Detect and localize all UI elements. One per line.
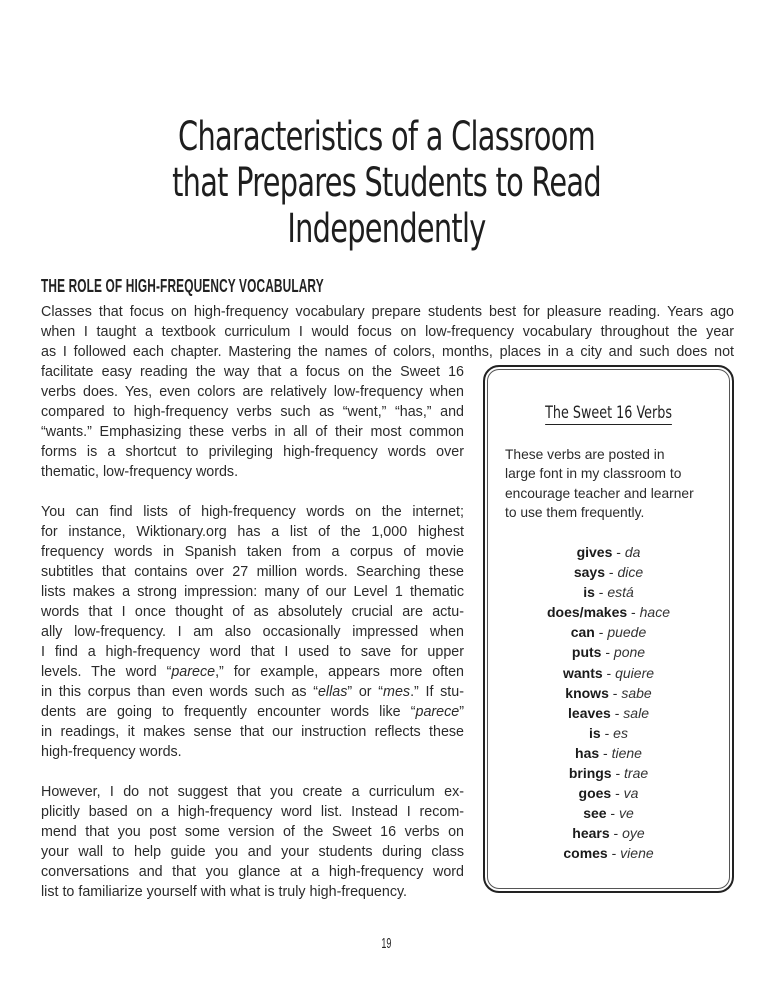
- text-line: for instance, Wiktionary.org has a list of the 1,000 highest: [41, 524, 464, 540]
- verb-item: [485, 622, 732, 642]
- text-line: I find a high-frequency word that I used to save for upper: [41, 644, 464, 660]
- italic-word: parece: [415, 704, 460, 720]
- verb-item: [485, 763, 732, 783]
- verb-english: does/makes: [547, 604, 628, 621]
- text-line: [41, 682, 464, 702]
- text-segment: in this corpus than even words such as “: [41, 684, 318, 700]
- verb-english: hears: [572, 825, 610, 842]
- text-line: compared to high-frequency verbs such as “went,” “has,” and: [41, 404, 464, 420]
- verb-separator: -: [601, 644, 614, 661]
- italic-word: ellas: [317, 684, 348, 700]
- verb-separator: -: [607, 845, 621, 862]
- text-segment: ,” for example, appears more often: [215, 664, 464, 680]
- intro-line: These verbs are posted in: [505, 447, 665, 462]
- box-title-text: The Sweet 16 Verbs: [545, 403, 672, 423]
- text-line: ally low-frequency. I am also occasionally impressed when: [41, 624, 464, 640]
- intro-line: encourage teacher and learner: [505, 485, 694, 501]
- text-line: plicitly based on a high-frequency word list. Instead I recom-: [41, 804, 464, 820]
- verb-english: is: [583, 584, 595, 601]
- text-segment: ”: [459, 704, 464, 720]
- text-line: frequency words in Spanish taken from a corpus of movie: [41, 544, 464, 560]
- title-text: Characteristics of a Classroom: [178, 114, 595, 160]
- text-line: However, I do not suggest that you create a curriculum ex-: [41, 784, 464, 800]
- verb-spanish: oye: [622, 825, 645, 842]
- verb-item: [485, 562, 732, 582]
- verb-item: [485, 683, 732, 703]
- verb-spanish: tiene: [611, 744, 642, 761]
- verb-english: is: [589, 724, 601, 741]
- verb-item: [485, 823, 732, 843]
- verb-list: [485, 542, 732, 864]
- text-line: words that I once thought of as absolutely crucial are actu-: [41, 604, 464, 620]
- verb-spanish: sale: [623, 704, 649, 721]
- verb-item: [485, 663, 732, 683]
- verb-spanish: viene: [620, 845, 654, 862]
- text-line: verbs does. Yes, even colors are relatively low-frequency when: [41, 384, 464, 400]
- text-line: in readings, it makes sense that our instruction reflects these: [41, 724, 464, 740]
- verb-spanish: pone: [613, 644, 646, 661]
- text-segment: dents are going to frequently encounter words like “: [41, 704, 416, 720]
- section-heading: THE ROLE OF HIGH-FREQUENCY VOCABULARY: [41, 276, 324, 296]
- verb-spanish: es: [613, 724, 628, 741]
- intro-line: large font in my classroom to: [505, 466, 682, 482]
- title-text: that Prepares Students to Read Independently: [172, 160, 601, 252]
- verb-spanish: dice: [617, 564, 644, 581]
- verb-english: leaves: [568, 704, 611, 721]
- page-number-text: 19: [381, 935, 392, 952]
- verb-english: gives: [576, 544, 613, 560]
- verb-item: [485, 843, 732, 863]
- verb-english: knows: [565, 684, 609, 701]
- verb-spanish: sabe: [621, 684, 652, 701]
- text-line: as I followed each chapter. Mastering the names of colors, months, places in a city and such does not: [41, 344, 734, 360]
- verb-spanish: da: [624, 544, 641, 560]
- paragraph-2: [41, 502, 464, 762]
- verb-spanish: quiere: [615, 664, 655, 681]
- text-line: “wants.” Emphasizing these verbs in all of their most common: [41, 424, 464, 440]
- verb-english: says: [573, 564, 605, 581]
- verb-separator: -: [605, 564, 618, 581]
- verb-spanish: va: [623, 785, 639, 802]
- text-line: facilitate easy reading the way that a focus on the Sweet 16: [41, 364, 464, 380]
- italic-word: parece: [171, 664, 216, 680]
- verb-separator: -: [602, 664, 616, 681]
- box-title: [485, 403, 732, 425]
- verb-english: has: [575, 744, 600, 761]
- text-line: thematic, low-frequency words.: [41, 464, 239, 480]
- verb-separator: -: [599, 744, 612, 761]
- verb-spanish: hace: [639, 604, 670, 621]
- verb-separator: -: [612, 544, 625, 560]
- verb-english: puts: [571, 644, 602, 661]
- verb-item: [485, 783, 732, 803]
- verb-spanish: está: [607, 584, 634, 601]
- text-line: high-frequency words.: [41, 744, 182, 760]
- verb-item: [485, 582, 732, 602]
- verb-english: can: [570, 624, 595, 641]
- text-segment: ” or “: [347, 684, 384, 700]
- verb-separator: -: [606, 805, 619, 822]
- italic-word: mes: [383, 684, 411, 700]
- text-segment: .” If stu-: [410, 684, 464, 700]
- verb-item: [485, 803, 732, 823]
- verb-spanish: puede: [607, 624, 647, 641]
- text-line: subtitles that contains over 27 million words. Searching these: [41, 564, 464, 580]
- verb-english: wants: [562, 664, 603, 681]
- text-line: when I taught a textbook curriculum I would focus on low-frequency vocabulary throughout the year: [41, 324, 734, 340]
- verb-separator: -: [610, 704, 624, 721]
- verb-english: comes: [563, 845, 608, 862]
- page-title-line-1: [0, 114, 773, 160]
- verb-spanish: trae: [624, 765, 649, 782]
- paragraph-3: [41, 782, 464, 902]
- verb-item: [485, 542, 732, 562]
- box-intro: [505, 445, 720, 522]
- verb-separator: -: [594, 624, 608, 641]
- sweet-16-verbs-box: [483, 365, 734, 893]
- verb-separator: -: [609, 825, 623, 842]
- verb-item: [485, 723, 732, 743]
- text-segment: levels. The word “: [41, 664, 172, 680]
- verb-english: see: [583, 805, 607, 822]
- text-line: [41, 702, 464, 722]
- verb-item: [485, 642, 732, 662]
- text-line: mend that you post some version of the Sweet 16 verbs on: [41, 824, 464, 840]
- page-number: [0, 935, 773, 952]
- verb-spanish: ve: [619, 805, 634, 822]
- verb-item: [485, 602, 732, 622]
- intro-line: to use them frequently.: [505, 504, 645, 520]
- text-line: lists makes a strong impression: many of our Level 1 thematic: [41, 584, 464, 600]
- verb-separator: -: [608, 684, 622, 701]
- text-line: [41, 662, 464, 682]
- verb-separator: -: [611, 765, 625, 782]
- verb-english: goes: [578, 785, 612, 802]
- page-title-line-2: [0, 160, 773, 252]
- verb-item: [485, 743, 732, 763]
- verb-separator: -: [611, 785, 624, 802]
- verb-separator: -: [594, 584, 608, 601]
- text-line: You can find lists of high-frequency words on the internet;: [41, 504, 464, 520]
- text-line: list to familiarize yourself with what is truly high-frequency.: [41, 884, 408, 900]
- verb-separator: -: [600, 724, 614, 741]
- text-line: your wall to help guide you and your students during class: [41, 844, 464, 860]
- verb-separator: -: [627, 604, 640, 621]
- text-line: forms is a shortcut to privileging high-frequency words over: [41, 444, 464, 460]
- verb-item: [485, 703, 732, 723]
- text-line: conversations and that you glance at a high-frequency word: [41, 864, 464, 880]
- text-line: Classes that focus on high-frequency vocabulary prepare students best for pleasure reading. Years ago: [41, 304, 734, 320]
- verb-english: brings: [568, 765, 612, 782]
